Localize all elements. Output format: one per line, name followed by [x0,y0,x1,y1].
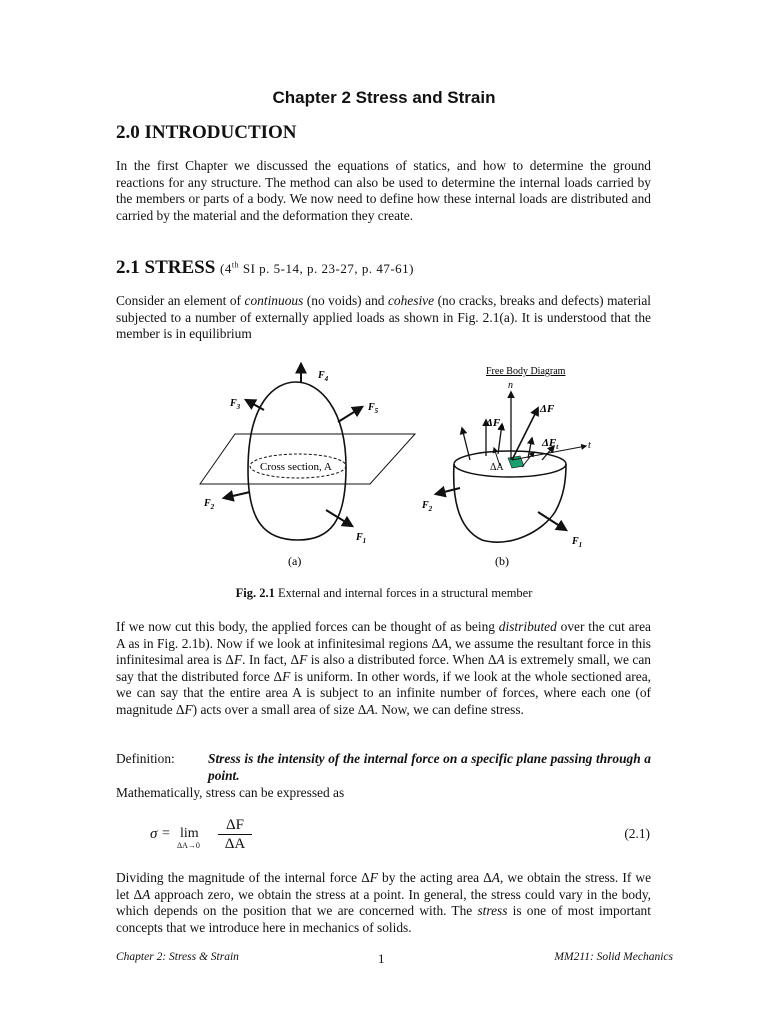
delta-a-label: ΔA [490,462,504,473]
figure-2-1 [170,362,610,574]
force-label-f1: $F_1$ [356,532,367,545]
equation-sigma: σ [150,826,158,842]
equation-lim: lim [180,826,199,841]
force-label-b-f1: $F_1$ [572,536,583,549]
definition-text: Stress is the intensity of the internal force on a specific plane passing through a point. [208,751,651,783]
final-paragraph: Dividing the magnitude of the internal force ΔF by the acting area ΔA, we obtain the stress. If we let ΔA approach zero, we obtain the stress at a point. In general, the stress could vary in the body, which depends on the position that we are concerned with. The stress is one of most important concepts that we introduce here in mechanics of solids. [116,870,652,935]
cut-paragraph: If we now cut this body, the applied forces can be thought of as being distributed over the cut area A as in Fig. 2.1b). Now if we look at infinitesimal regions ΔA, we assume the resultant force in this infinitesimal area is ΔF. In fact, ΔF is also a distributed force. When ΔA is extremely small, we can say that the distributed force ΔF is uniform. In other words, if we look at the whole sectioned area, we can say that the entire area A is subject to an infinite number of forces, where each one (of magnitude ΔF) acts over a small area of size ΔA. Now, we can define stress. [116,619,652,717]
delta-ft-label: $\Delta F_t$ [542,437,559,451]
footer-course: MM211: Solid Mechanics [554,951,673,963]
definition-label: Definition: [116,751,175,766]
tangent-label-t: t [588,440,591,451]
footer-page-number: 1 [378,951,385,966]
cross-section-label: Cross section, A [260,461,332,473]
force-label-b-f2: $F_2$ [422,500,433,513]
force-label-f2: $F_2$ [204,498,215,511]
equation-fraction [218,816,252,853]
section-heading-stress [116,257,414,279]
stress-reference: (4th SI p. 5-14, p. 23-27, p. 47-61) [220,260,414,276]
panel-b-body [436,392,586,542]
section-heading-introduction: 2.0 INTRODUCTION [116,122,297,143]
equation-equals: = [162,826,170,841]
equation-2-1 [150,816,650,856]
math-intro: Mathematically, stress can be expressed as [116,785,345,800]
figure-caption: Fig. 2.1 External and internal forces in a structural member [235,586,533,600]
equation-numerator: ΔF [218,816,252,835]
figure-drawing [170,362,610,574]
panel-a-body [200,364,415,540]
force-label-f3: $F_3$ [230,398,241,411]
intro-paragraph: In the first Chapter we discussed the equations of statics, and how to determine the ground reactions for any structure. The method can also be used to determine the internal loads carried by the members or parts of a body. We now need to define how these internal loads are distributed and carried by the material and the deformation they create. [116,158,651,223]
footer-chapter: Chapter 2: Stress & Strain [116,951,239,963]
free-body-diagram-title: Free Body Diagram [486,366,566,377]
panel-label-b: (b) [495,554,509,568]
stress-paragraph: Consider an element of continuous (no voids) and cohesive (no cracks, breaks and defects) material subjected to a number of externally applied loads as shown in Fig. 2.1(a). It is understood that the member is in equilibrium [116,293,651,342]
equation-number: (2.1) [624,826,650,841]
panel-label-a: (a) [288,554,302,568]
stress-heading-text: 2.1 STRESS [116,257,216,278]
equation-denominator: ΔA [224,836,246,852]
chapter-title: Chapter 2 Stress and Strain [272,88,496,107]
force-label-f4: $F_4$ [318,370,329,383]
force-label-f5: $F_5$ [368,402,379,415]
equation-lim-subscript: ΔA→0 [177,841,200,850]
delta-f-label: ΔF [540,403,555,415]
normal-label-n: n [508,380,513,391]
delta-fn-label: $\Delta F_n$ [486,417,505,431]
